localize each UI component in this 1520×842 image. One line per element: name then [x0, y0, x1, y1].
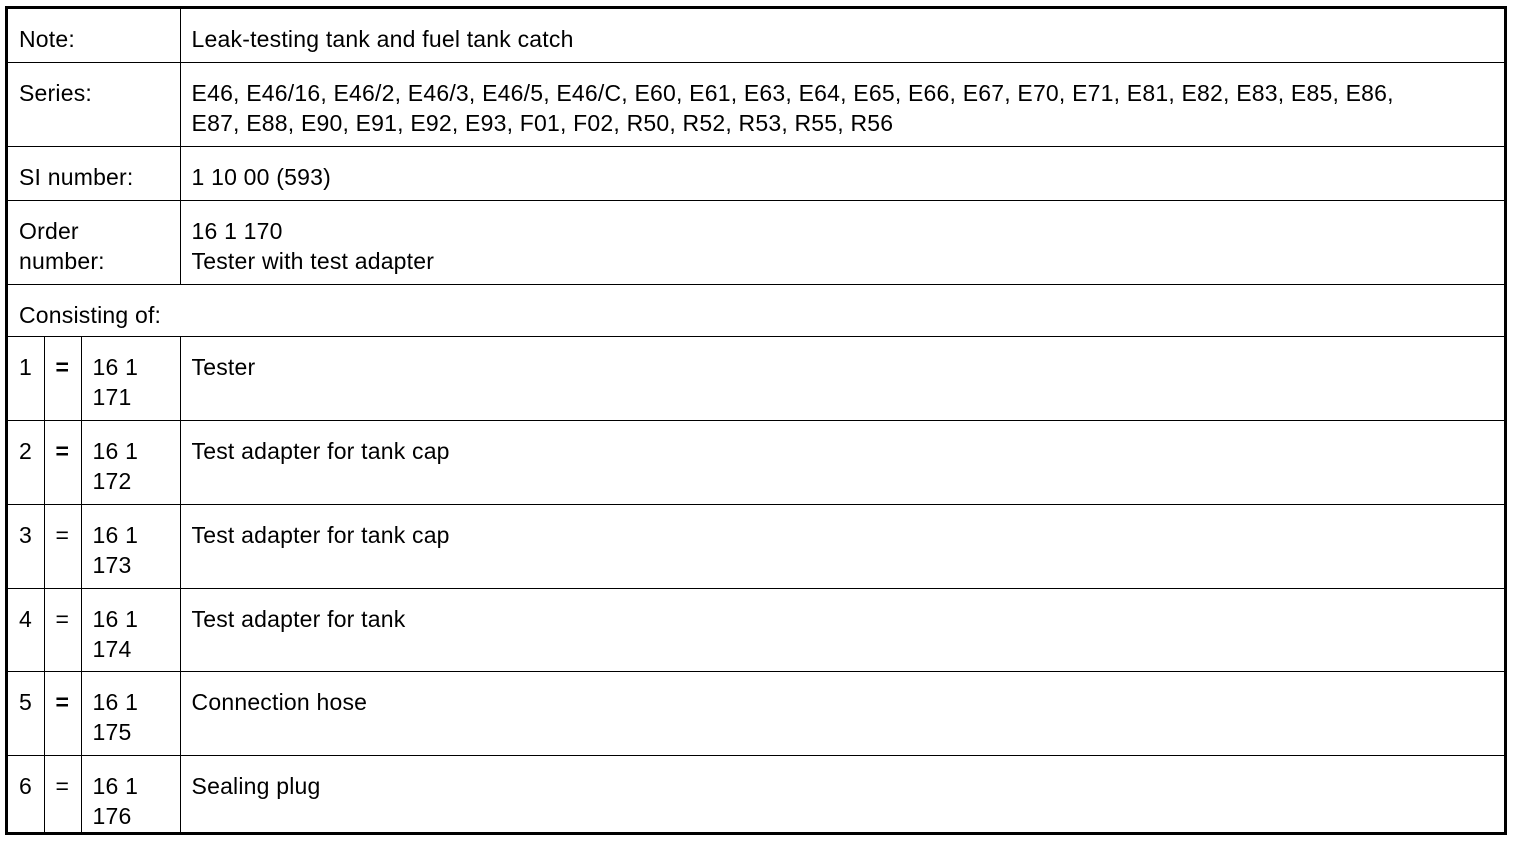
item-part-number-line-1: 16 1: [92, 688, 139, 715]
item-description: Tester: [180, 336, 1504, 420]
item-description: Sealing plug: [180, 755, 1504, 832]
equals-mark: =: [55, 772, 70, 799]
document-sheet: [5, 6, 1507, 835]
series-row: [8, 62, 1504, 146]
item-mark: [44, 336, 81, 420]
item-part-number-line-2: 173: [92, 551, 132, 578]
item-mark: [44, 588, 81, 671]
order-number-label-line-1: Order: [19, 217, 79, 244]
note-label: Note:: [8, 9, 180, 62]
order-number-label-line-2: number:: [19, 247, 105, 274]
item-part-number-line-1: 16 1: [92, 353, 139, 380]
equals-mark: =: [55, 688, 70, 715]
order-number-label: [8, 200, 180, 284]
equals-mark: =: [55, 521, 70, 548]
item-mark: [44, 755, 81, 832]
item-mark: [44, 671, 81, 755]
si-number-label: SI number:: [8, 146, 180, 200]
item-part-number-line-2: 171: [92, 383, 132, 410]
order-number-value: [180, 200, 1504, 284]
item-part-number-line-2: 175: [92, 718, 132, 745]
equals-mark: =: [55, 437, 70, 464]
table-row: [8, 420, 1504, 504]
item-part-number-line-1: 16 1: [92, 521, 139, 548]
item-description: Test adapter for tank cap: [180, 420, 1504, 504]
item-number: 5: [8, 671, 44, 755]
series-label: Series:: [8, 62, 180, 146]
item-part-number-line-2: 172: [92, 467, 132, 494]
consisting-of-label: Consisting of:: [8, 284, 1504, 336]
item-part-number-line-2: 174: [92, 635, 132, 662]
table-row: [8, 336, 1504, 420]
table-row: [8, 671, 1504, 755]
note-value: Leak-testing tank and fuel tank catch: [180, 9, 1504, 62]
item-part-number: [81, 504, 180, 588]
order-number-description: Tester with test adapter: [191, 247, 435, 274]
si-number-value: 1 10 00 (593): [180, 146, 1504, 200]
series-line-1: E46, E46/16, E46/2, E46/3, E46/5, E46/C, E60, E61, E63, E64, E65, E66, E67, E70, E71, E81, E82, E83, E85, E86,: [191, 79, 1394, 106]
order-number-code: 16 1 170: [191, 217, 283, 244]
item-part-number: [81, 420, 180, 504]
item-part-number-line-1: 16 1: [92, 772, 139, 799]
info-table: [8, 9, 1504, 832]
equals-mark: =: [55, 605, 70, 632]
table-row: [8, 755, 1504, 832]
item-part-number: [81, 671, 180, 755]
item-part-number: [81, 588, 180, 671]
item-number: 1: [8, 336, 44, 420]
note-row: [8, 9, 1504, 62]
item-description: Connection hose: [180, 671, 1504, 755]
item-description: Test adapter for tank: [180, 588, 1504, 671]
item-part-number: [81, 336, 180, 420]
item-part-number-line-1: 16 1: [92, 437, 139, 464]
consisting-of-row: [8, 284, 1504, 336]
item-part-number-line-1: 16 1: [92, 605, 139, 632]
series-value: [180, 62, 1504, 146]
item-part-number: [81, 755, 180, 832]
item-mark: [44, 504, 81, 588]
item-description: Test adapter for tank cap: [180, 504, 1504, 588]
table-row: [8, 504, 1504, 588]
item-number: 6: [8, 755, 44, 832]
item-number: 3: [8, 504, 44, 588]
item-part-number-line-2: 176: [92, 802, 132, 829]
series-line-2: E87, E88, E90, E91, E92, E93, F01, F02, R50, R52, R53, R55, R56: [191, 109, 894, 136]
table-row: [8, 588, 1504, 671]
equals-mark: =: [55, 353, 70, 380]
si-number-row: [8, 146, 1504, 200]
item-number: 2: [8, 420, 44, 504]
item-mark: [44, 420, 81, 504]
item-number: 4: [8, 588, 44, 671]
order-number-row: [8, 200, 1504, 284]
